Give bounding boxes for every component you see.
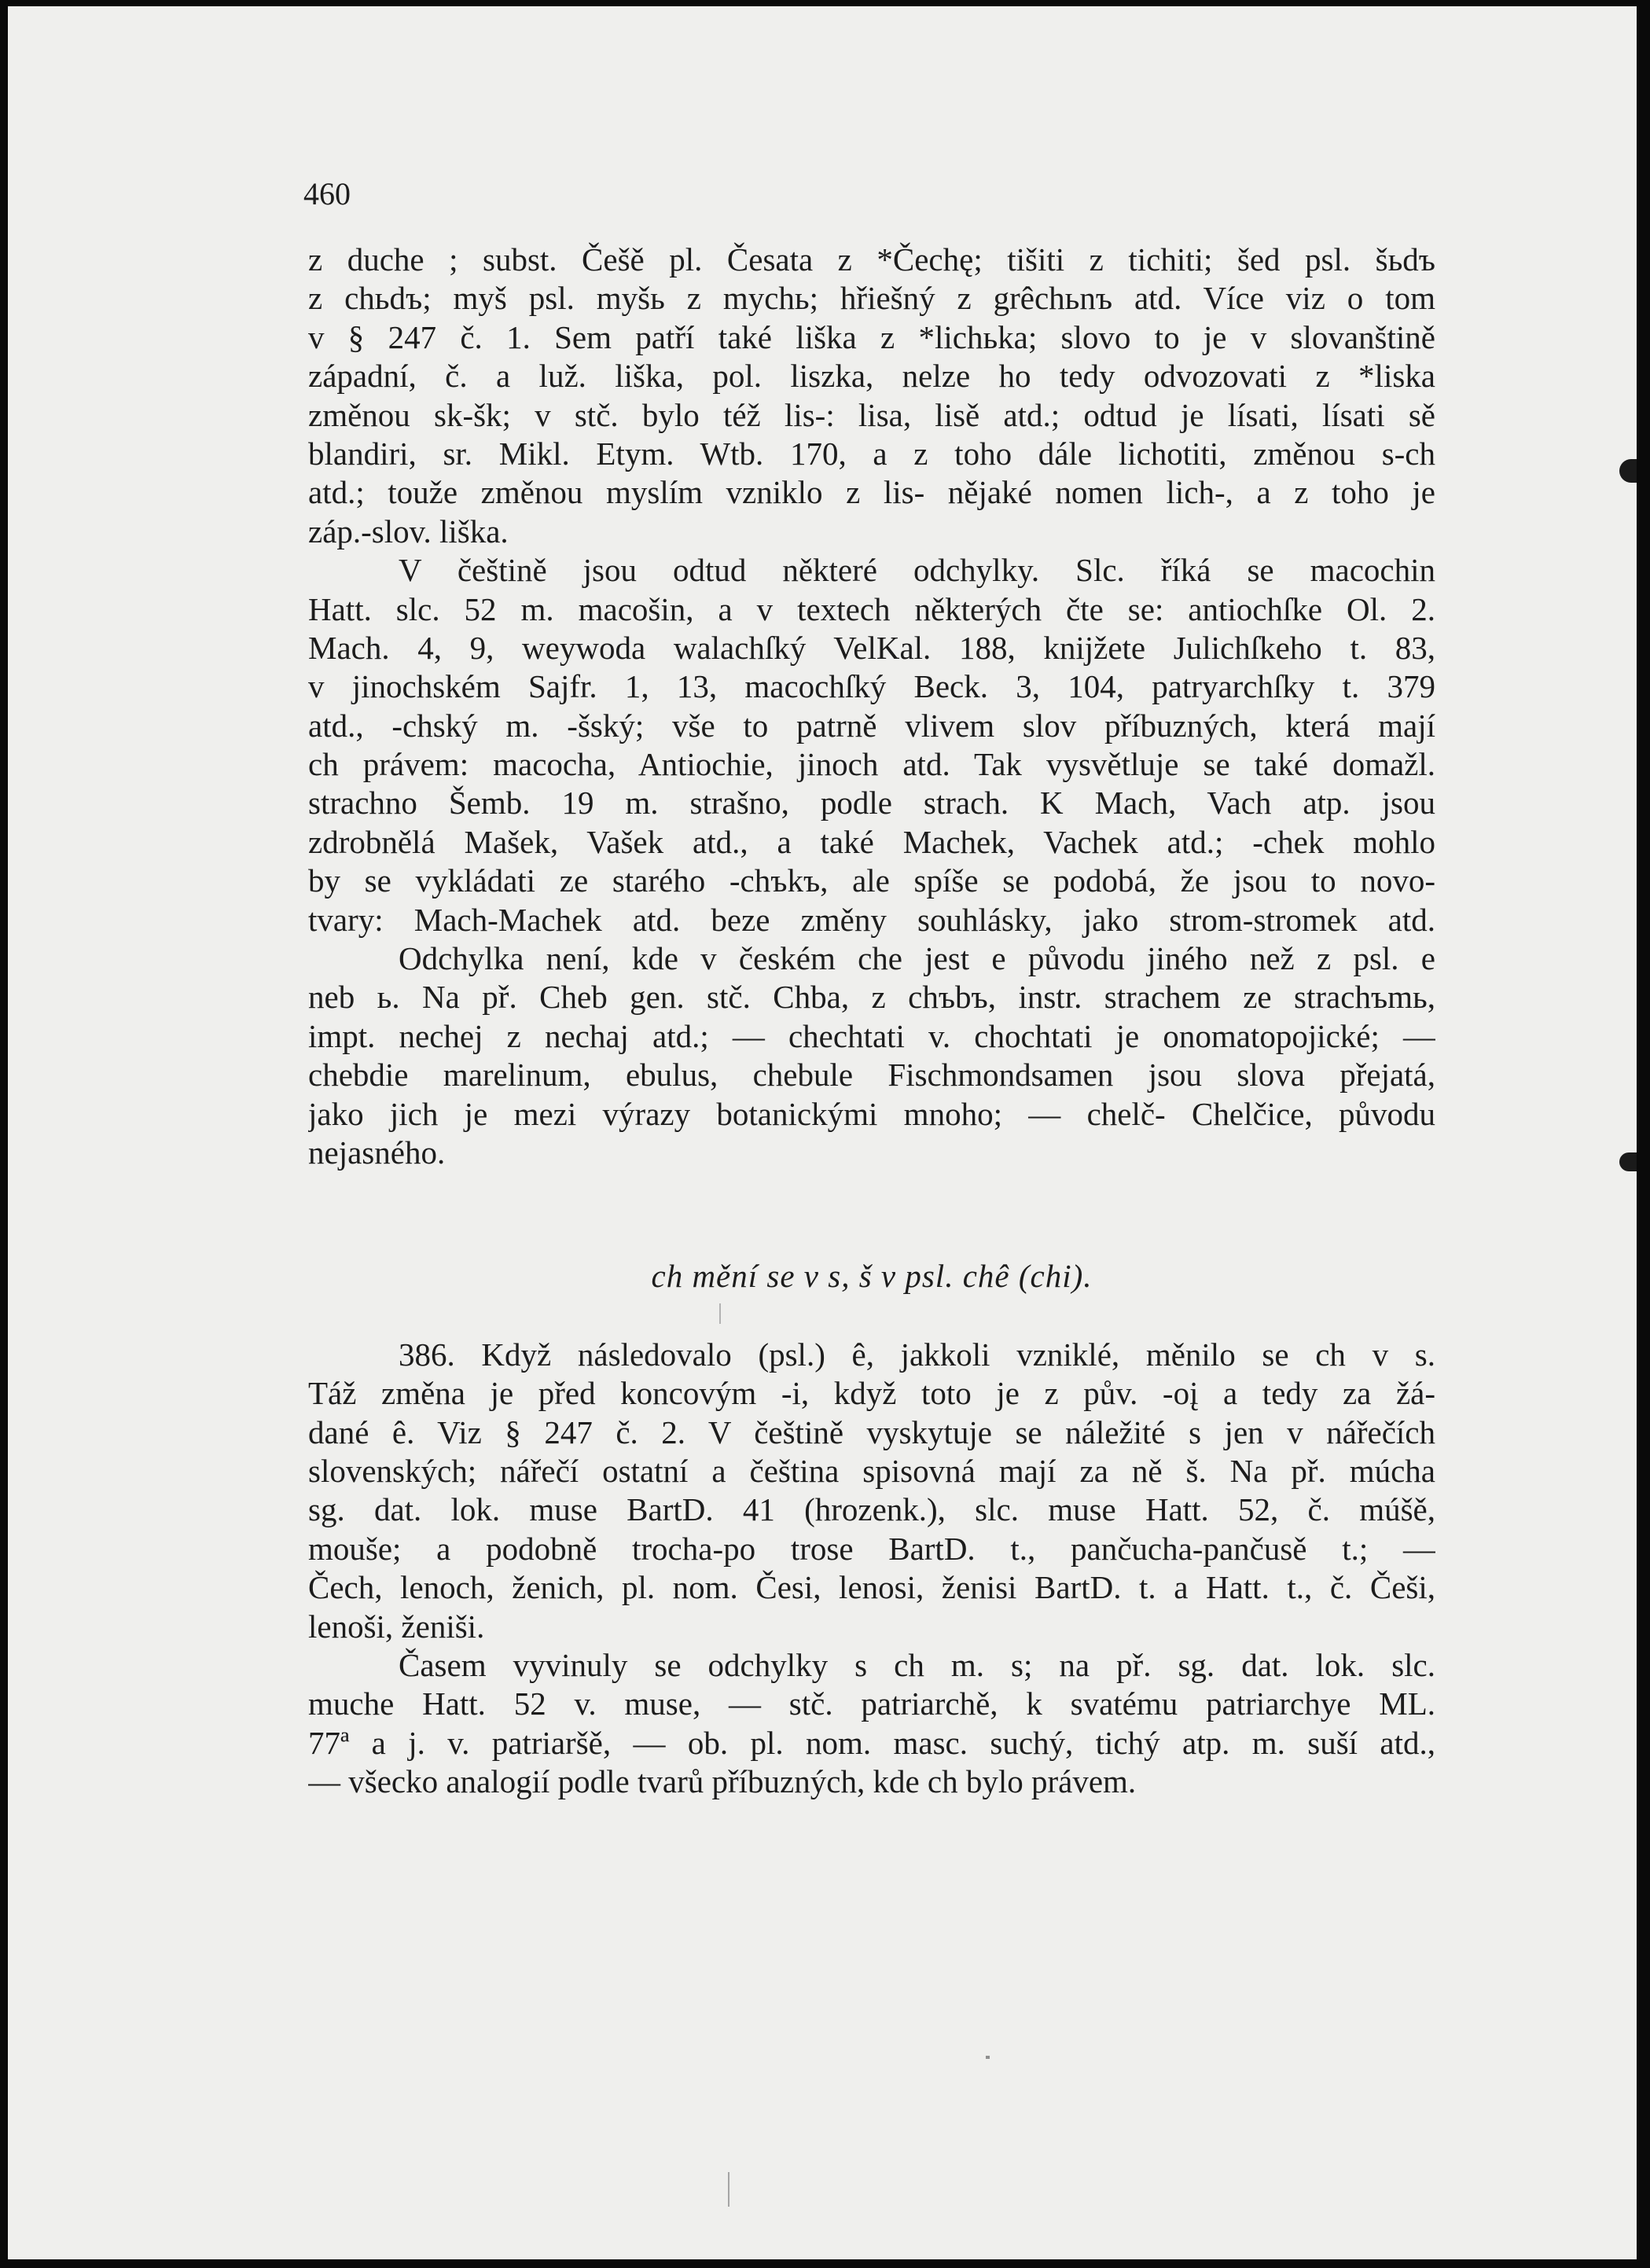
- page-number: 460: [303, 176, 351, 211]
- text-line: v jinochském Sajfr. 1, 13, macochſký Beck. 3, 104, patryarchſky t. 379: [308, 668, 1435, 705]
- scan-speck: [986, 2056, 990, 2059]
- text-line: západní, č. a luž. liška, pol. liszka, nelze ho tedy odvozovati z *liska: [308, 358, 1435, 395]
- book-page: [8, 6, 1637, 2259]
- text-line: z chьdъ; myš psl. myšь z mychь; hřiešný z grêchьnъ atd. Více viz o tom: [308, 280, 1435, 317]
- text-line: sg. dat. lok. muse BartD. 41 (hrozenk.), slc. muse Hatt. 52, č. múšě,: [308, 1491, 1435, 1528]
- text-line: atd., -chský m. -šský; vše to patrně vlivem slov příbuzných, která mají: [308, 707, 1435, 744]
- body-text: [308, 241, 1435, 1801]
- text-line: Hatt. slc. 52 m. macošin, a v textech některých čte se: antiochſke Ol. 2.: [308, 590, 1435, 627]
- text-line: v § 247 č. 1. Sem patří také liška z *lichьka; slovo to je v slovanštině: [308, 318, 1435, 355]
- text-line: tvary: Mach-Machek atd. beze změny souhlásky, jako strom-stromek atd.: [308, 901, 1435, 938]
- text-line: 386. Když následovalo (psl.) ê, jakkoli vzniklé, měnilo se ch v s.: [399, 1336, 1435, 1373]
- text-line: Táž změna je před koncovým -i, když toto je z pův. -oį a tedy za žá-: [308, 1375, 1435, 1412]
- text-line: Odchylka není, kde v českém che jest e původu jiného než z psl. e: [399, 940, 1435, 977]
- paragraph: [308, 939, 1435, 1172]
- text-line: ch právem: macocha, Antiochie, jinoch atd. Tak vysvětluje se také domažl.: [308, 746, 1435, 783]
- text-line: blandiri, sr. Mikl. Etym. Wtb. 170, a z toho dále lichotiti, změnou s-ch: [308, 435, 1435, 472]
- text-line: muche Hatt. 52 v. muse, — stč. patriarchě, k svatému patriarchye ML.: [308, 1685, 1435, 1722]
- text-line: z duche ; subst. Češě pl. Česata z *Čechę; tišiti z tichiti; šed psl. šьdъ: [308, 241, 1435, 278]
- text-line: zdrobnělá Mašek, Vašek atd., a také Machek, Vachek atd.; -chek mohlo: [308, 823, 1435, 860]
- text-line: — všecko analogií podle tvarů příbuzných, kde ch bylo právem.: [308, 1763, 1137, 1800]
- text-line: Časem vyvinuly se odchylky s ch m. s; na př. sg. dat. lok. slc.: [399, 1646, 1435, 1683]
- margin-mark: [1619, 459, 1637, 483]
- paragraph: [308, 551, 1435, 939]
- text-line: 77ª a j. v. patriaršě, — ob. pl. nom. masc. suchý, tichý atp. m. suší atd.,: [308, 1724, 1435, 1761]
- text-line: Čech, lenoch, ženich, pl. nom. Česi, lenosi, ženisi BartD. t. a Hatt. t., č. Češi,: [308, 1569, 1435, 1606]
- text-line: neb ь. Na př. Cheb gen. stč. Chba, z chъbъ, instr. strachem ze strachъmь,: [308, 979, 1435, 1016]
- text-line: dané ê. Viz § 247 č. 2. V češtině vyskytuje se náležité s jen v nářečích: [308, 1413, 1435, 1450]
- text-line: strachno Šemb. 19 m. strašno, podle strach. K Mach, Vach atp. jsou: [308, 785, 1435, 822]
- text-line: změnou sk-šk; v stč. bylo též lis-: lisa, lisě atd.; odtud je lísati, lísati sě: [308, 396, 1435, 433]
- margin-mark: [1619, 1152, 1637, 1171]
- text-line: jako jich je mezi výrazy botanickými mnoho; — chelč- Chelčice, původu: [308, 1095, 1435, 1132]
- spacer: [308, 1172, 1435, 1257]
- text-line: Mach. 4, 9, weywoda walachſký VelKal. 188, knijžete Julichſkeho t. 83,: [308, 629, 1435, 666]
- text-line: slovenských; nářečí ostatní a čeština spisovná mají za ně š. Na př. múcha: [308, 1452, 1435, 1489]
- paragraph: [308, 1336, 1435, 1646]
- paragraph: [308, 1646, 1435, 1802]
- text-line: by se vykládati ze starého -chъkъ, ale spíše se podobá, že jsou to novo-: [308, 862, 1435, 899]
- text-line: lenoši, ženiši.: [308, 1608, 485, 1645]
- scan-speck: [719, 1303, 721, 1324]
- scan-speck: [728, 2172, 729, 2207]
- text-line: nejasného.: [308, 1134, 446, 1171]
- section-heading: ch mění se v s, š v psl. chê (chi).: [651, 1258, 1093, 1295]
- spacer: [308, 1296, 1435, 1336]
- text-line: chebdie marelinum, ebulus, chebule Fischmondsamen jsou slova přejatá,: [308, 1057, 1435, 1094]
- text-line: atd.; touže změnou myslím vzniklo z lis- nějaké nomen lich-, a z toho je: [308, 474, 1435, 511]
- text-line: impt. nechej z nechaj atd.; — chechtati v. chochtati je onomatopojické; —: [308, 1017, 1435, 1054]
- text-line: záp.-slov. liška.: [308, 513, 509, 550]
- paragraph: [308, 241, 1435, 551]
- text-line: V češtině jsou odtud některé odchylky. Slc. říká se macochin: [399, 552, 1435, 589]
- text-line: mouše; a podobně trocha-po trose BartD. t., pančucha-pančusě t.; —: [308, 1530, 1435, 1567]
